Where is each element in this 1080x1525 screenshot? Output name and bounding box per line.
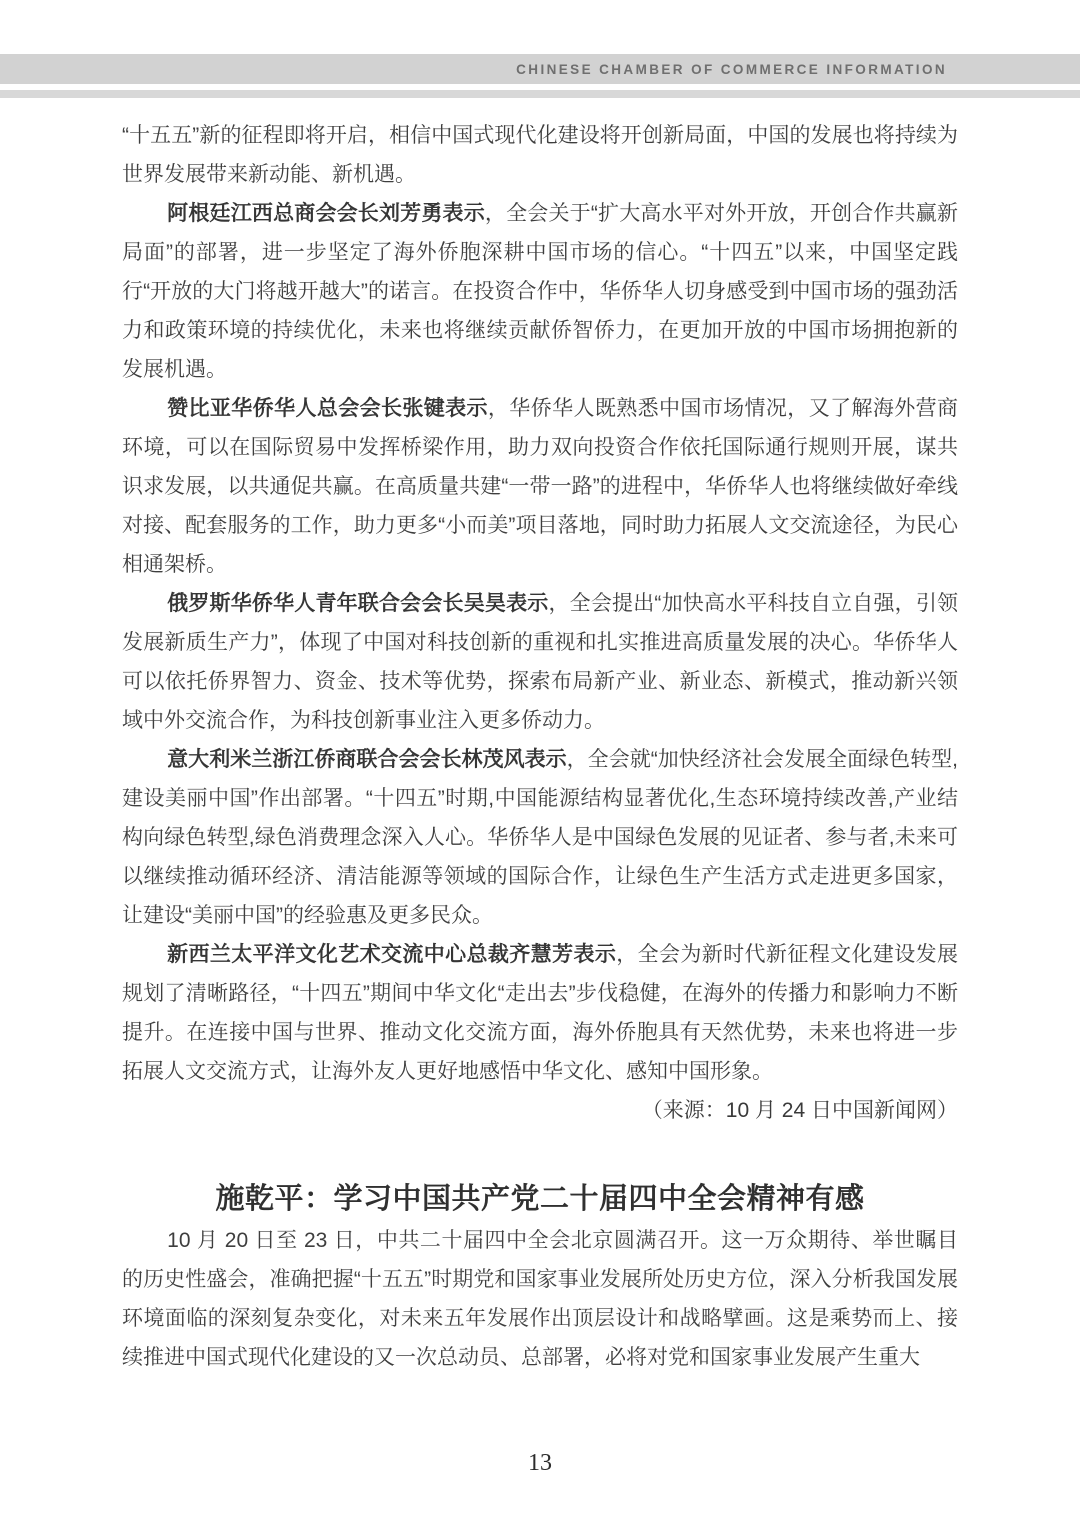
paragraph-text: ，全会提出“加快高水平科技自立自强，引领发展新质生产力”，体现了中国对科技创新的重视和扎实推进高质量发展的决心。华侨华人可以依托侨界智力、资金、技术等优势，探索布局新产业、新业态、新模式，推动新兴领域中外交流合作，为科技创新事业注入更多侨动力。 — [122, 592, 958, 732]
paragraph-text: “十五五”新的征程即将开启，相信中国式现代化建设将开创新局面，中国的发展也将持续为世界发展带来新动能、新机遇。 — [122, 124, 958, 186]
speaker-name: 赞比亚华侨华人总会会长张键表示 — [167, 397, 488, 420]
header-banner — [0, 54, 1080, 84]
paragraph — [122, 935, 958, 1091]
paragraph — [122, 389, 958, 584]
paragraph — [122, 740, 958, 935]
source-line: （来源：10 月 24 日中国新闻网） — [641, 1099, 958, 1122]
paragraph-text: ，华侨华人既熟悉中国市场情况，又了解海外营商环境，可以在国际贸易中发挥桥梁作用，助力双向投资合作依托国际通行规则开展，谋共识求发展，以共通促共赢。在高质量共建“一带一路”的进程中，华侨华人也将继续做好牵线对接、配套服务的工作，助力更多“小而美”项目落地，同时助力拓展人文交流途径，为民心相通架桥。 — [122, 397, 959, 576]
speaker-name: 阿根廷江西总商会会长刘芳勇表示 — [167, 202, 485, 225]
speaker-name: 意大利米兰浙江侨商联合会会长林茂风表示 — [167, 748, 567, 771]
article-title: 施乾平：学习中国共产党二十届四中全会精神有感 — [215, 1183, 865, 1215]
page-content — [122, 116, 958, 1377]
paragraph — [122, 584, 958, 740]
speaker-name: 俄罗斯华侨华人青年联合会会长吴昊表示 — [167, 592, 549, 615]
paragraph-text: 10 月 20 日至 23 日，中共二十届四中全会北京圆满召开。这一万众期待、举世瞩目的历史性盛会，准确把握“十五五”时期党和国家事业发展所处历史方位，深入分析我国发展环境面临的深刻复杂变化，对未来五年发展作出顶层设计和战略擘画。这是乘势而上、接续推进中国式现代化建设的又一次总动员、总部署，必将对党和国家事业发展产生重大 — [122, 1229, 958, 1369]
paragraph-text: ，全会关于“扩大高水平对外开放，开创合作共赢新局面”的部署，进一步坚定了海外侨胞深耕中国市场的信心。“十四五”以来，中国坚定践行“开放的大门将越开越大”的诺言。在投资合作中，华侨华人切身感受到中国市场的强劲活力和政策环境的持续优化，未来也将继续贡献侨智侨力，在更加开放的中国市场拥抱新的发展机遇。 — [122, 202, 958, 381]
paragraph — [122, 194, 958, 389]
banner-title: CHINESE CHAMBER OF COMMERCE INFORMATION — [516, 61, 947, 77]
paragraph-text: ，全会就“加快经济社会发展全面绿色转型,建设美丽中国”作出部署。“十四五”时期,中国能源结构显著优化,生态环境持续改善,产业结构向绿色转型,绿色消费理念深入人心。华侨华人是中国绿色发展的见证者、参与者,未来可以继续推动循环经济、清洁能源等领域的国际合作，让绿色生产生活方式走进更多国家，让建设“美丽中国”的经验惠及更多民众。 — [122, 748, 958, 927]
paragraph-text: ，全会为新时代新征程文化建设发展规划了清晰路径，“十四五”期间中华文化“走出去”步伐稳健，在海外的传播力和影响力不断提升。在连接中国与世界、推动文化交流方面，海外侨胞具有天然优势，未来也将进一步拓展人文交流方式，让海外友人更好地感悟中华文化、感知中国形象。 — [122, 943, 959, 1083]
paragraph-continuation — [122, 116, 958, 194]
header-rule — [0, 90, 1080, 98]
page-number: 13 — [528, 1450, 552, 1476]
speaker-name: 新西兰太平洋文化艺术交流中心总裁齐慧芳表示 — [167, 943, 617, 966]
paragraph — [122, 1221, 958, 1377]
